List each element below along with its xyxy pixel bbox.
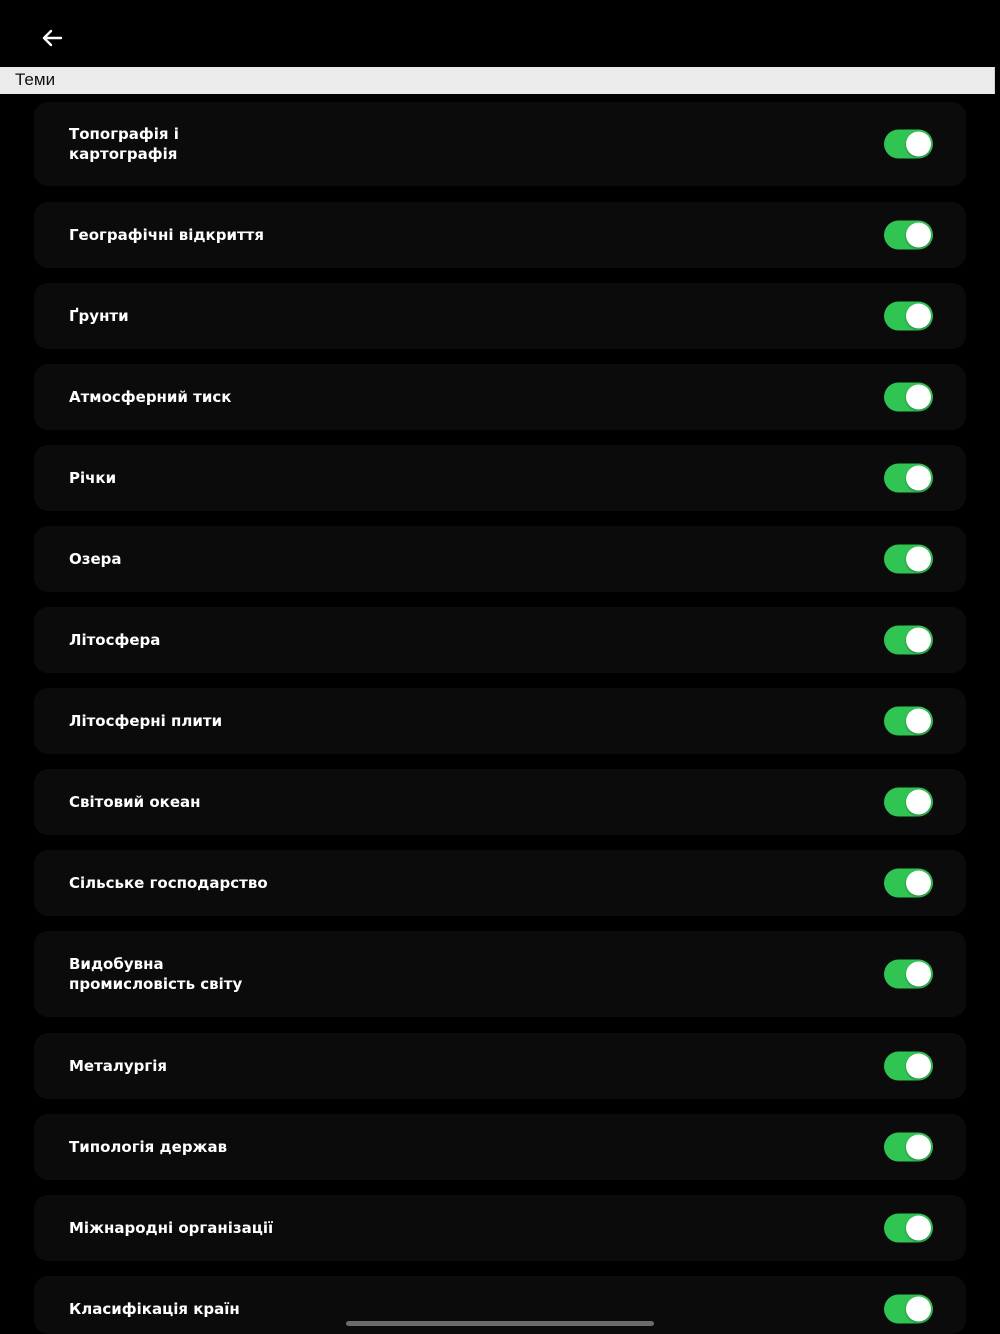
topic-label: Класифікація країн <box>69 1300 240 1318</box>
topic-label: Видобувна промисловість світу <box>69 955 243 993</box>
back-button[interactable] <box>36 22 68 54</box>
topic-label: Географічні відкриття <box>69 226 264 244</box>
toggle-knob <box>906 547 931 572</box>
topic-row[interactable] <box>34 445 966 511</box>
topic-toggle[interactable] <box>884 707 933 736</box>
section-title: Теми <box>15 70 56 89</box>
toggle-knob <box>906 1297 931 1322</box>
topic-label: Типологія держав <box>69 1138 228 1156</box>
topic-row[interactable] <box>34 102 966 186</box>
toggle-knob <box>906 466 931 491</box>
toggle-knob <box>906 871 931 896</box>
topic-toggle[interactable] <box>884 869 933 898</box>
topic-row[interactable] <box>34 931 966 1017</box>
topic-toggle[interactable] <box>884 545 933 574</box>
topic-row[interactable] <box>34 364 966 430</box>
topic-toggle[interactable] <box>884 1052 933 1081</box>
topic-row[interactable] <box>34 202 966 268</box>
topic-label: Металургія <box>69 1057 168 1075</box>
topic-label: Літосферні плити <box>69 712 223 730</box>
toggle-knob <box>906 304 931 329</box>
top-bar <box>0 0 1000 67</box>
topic-toggle[interactable] <box>884 626 933 655</box>
toggle-knob <box>906 962 931 987</box>
topic-label: Атмосферний тиск <box>69 388 232 406</box>
topic-toggle[interactable] <box>884 1133 933 1162</box>
section-header <box>0 67 995 94</box>
topic-label: Міжнародні організації <box>69 1219 274 1237</box>
topic-toggle[interactable] <box>884 221 933 250</box>
topic-label: Озера <box>69 550 122 568</box>
topic-toggle[interactable] <box>884 302 933 331</box>
topic-row[interactable] <box>34 1114 966 1180</box>
toggle-knob <box>906 628 931 653</box>
topic-label: Літосфера <box>69 631 161 649</box>
home-indicator <box>346 1321 654 1326</box>
topic-toggle[interactable] <box>884 788 933 817</box>
arrow-left-icon <box>41 29 63 47</box>
topic-label: Світовий океан <box>69 793 201 811</box>
topic-toggle[interactable] <box>884 130 933 159</box>
topic-row[interactable] <box>34 769 966 835</box>
topic-row[interactable] <box>34 688 966 754</box>
topic-label: Сільське господарство <box>69 874 268 892</box>
topic-toggle[interactable] <box>884 383 933 412</box>
topic-toggle[interactable] <box>884 1214 933 1243</box>
topic-label: Річки <box>69 469 117 487</box>
toggle-knob <box>906 790 931 815</box>
topic-row[interactable] <box>34 283 966 349</box>
topic-toggle[interactable] <box>884 1295 933 1324</box>
toggle-knob <box>906 1216 931 1241</box>
topic-toggle[interactable] <box>884 960 933 989</box>
toggle-knob <box>906 1054 931 1079</box>
topic-label: Ґрунти <box>69 307 129 325</box>
toggle-knob <box>906 385 931 410</box>
topic-toggle[interactable] <box>884 464 933 493</box>
topic-row[interactable] <box>34 607 966 673</box>
topic-row[interactable] <box>34 1033 966 1099</box>
topic-label: Топографія і картографія <box>69 125 179 163</box>
toggle-knob <box>906 1135 931 1160</box>
toggle-knob <box>906 223 931 248</box>
topic-row[interactable] <box>34 526 966 592</box>
topic-row[interactable] <box>34 850 966 916</box>
toggle-knob <box>906 709 931 734</box>
toggle-knob <box>906 132 931 157</box>
topic-row[interactable] <box>34 1195 966 1261</box>
